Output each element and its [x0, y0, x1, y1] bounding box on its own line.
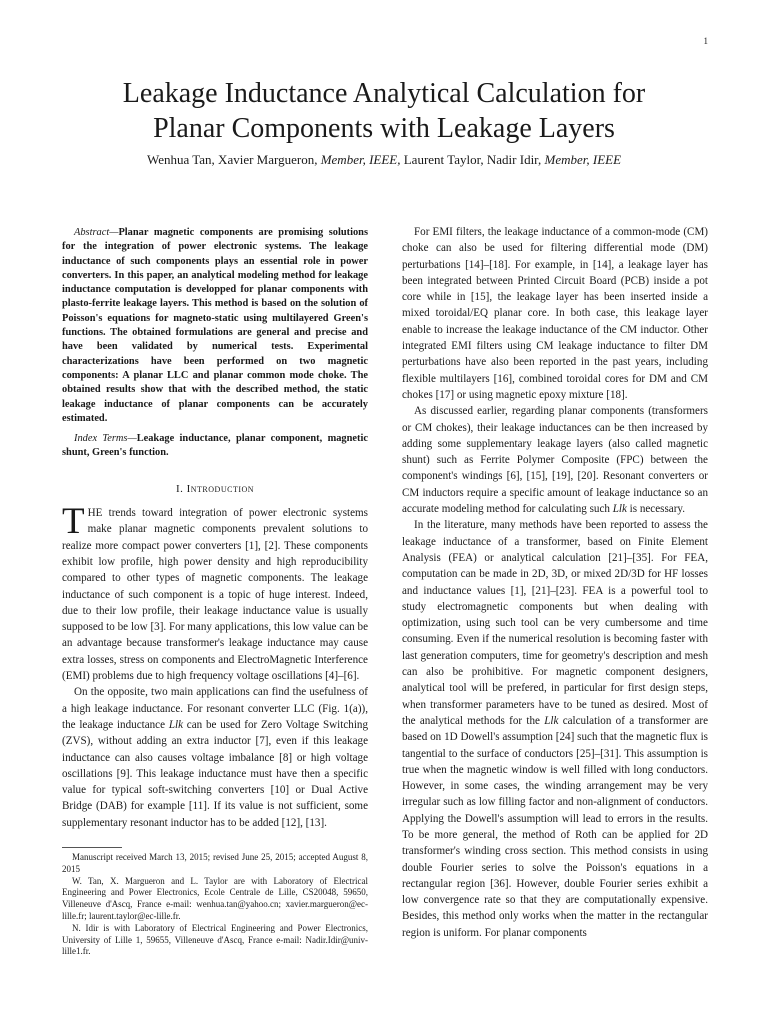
- math-leakage-inductance: Llk: [544, 714, 559, 727]
- author-list: [60, 152, 708, 168]
- math-leakage-inductance: Llk: [612, 503, 627, 516]
- author-membership-1: Member, IEEE,: [320, 152, 401, 167]
- page-number: 1: [703, 36, 708, 46]
- footnote-affiliation-2: N. Idir is with Laboratory of Electrical Engineering and Power Electronics, University of Lille 1, 59655, Villeneuve d'Ascq, France e-mail: Nadir.Idir@univ-lille1.fr.: [62, 922, 368, 957]
- section-title: Introduction: [186, 482, 255, 495]
- right-paragraph-3-text-b: calculation of a transformer are based on 1D Dowell's assumption [24] such that the magnetic flux is tangential to the surface of conductors [25]–[31]. This assumption is true when the magnetic window is well filled with long conductors. However, in some cases, the winding arrangement may be very irregular such as low filling factor and non-alignment of conductors. Applying the Dowell's assumption will lead to errors in the results. To be more general, the method of Roth can be applied for 2D transformer's winding cross section. This method consists in using double Fourier series to solve the Poisson's equations in a rectangular region [36]. However, double Fourier series exhibit a low convergence rate so that they are computationally expensive. Besides, this method only works when the matter in the rectangular region is uniform. For planar components: [402, 714, 708, 939]
- abstract: [62, 226, 368, 426]
- right-paragraph-2: [402, 403, 708, 517]
- index-terms-lead: Index Terms—: [74, 433, 137, 445]
- paper-title: [60, 76, 708, 146]
- intro-paragraph-2-text-a: On the opposite, two main applications can find the usefulness of a high leakage inductance. For resonant converter LLC (Fig. 1(a)), the leakage inductance: [62, 686, 368, 731]
- section-numeral: I.: [175, 482, 187, 495]
- author-names-1: Wenhua Tan, Xavier Margueron,: [146, 152, 321, 167]
- index-terms-text: Leakage inductance, planar component, magnetic shunt, Green's function.: [62, 433, 368, 459]
- abstract-text: Planar magnetic components are promising solutions for the integration of power electronic systems. The leakage inductance of such components plays an essential role in power converters. In this paper, an analytical modeling method for leakage inductance computation is developped for planar components with plasto-ferrite leakage layers. This method is based on the solution of Poisson's equations for magneto-static using multilayered Green's functions. The obtained formulations are general and precise and have been validated by numerical tests. Experimental characterizations have been performed on two magnetic components: A planar LLC and planar common mode choke. The obtained results show that with the described method, the static leakage inductance of planar components can be accurately estimated.: [62, 227, 368, 424]
- math-leakage-inductance: Llk: [168, 718, 183, 731]
- author-membership-2: Member, IEEE: [544, 152, 622, 167]
- drop-cap: T: [62, 501, 85, 543]
- intro-paragraph-1: [62, 501, 368, 684]
- footnotes: [62, 852, 368, 958]
- title-line-2: Planar Components with Leakage Layers: [153, 113, 615, 144]
- title-line-1: Leakage Inductance Analytical Calculation for: [122, 78, 646, 109]
- footnote-manuscript: Manuscript received March 13, 2015; revised June 25, 2015; accepted August 8, 2015: [62, 851, 368, 874]
- right-paragraph-3-text-a: In the literature, many methods have been reported to assess the leakage inductance of a transformer, based on Finite Element Analysis (FEA) or analytical calculation [21]–[35]. For FEA, computation can be made in 2D, 3D, or mixed 2D/3D for HF losses and inductance values [1], [21]–[23]. FEA is a powerful tool to study electromagnetic components but when dealing with optimization, using such tool can be very cumbersome and time consuming. Even if the numerical resolution is becoming faster with last generation computers, time for geometry's description and mesh can also be prohibitive. For magnetic component designers, analytical tool will be prefered, in particular for first design steps, when transformer parameters have to be tuned as desired. Most of the analytical methods for the: [402, 519, 708, 727]
- abstract-lead: Abstract—: [74, 227, 119, 238]
- intro-paragraph-2: [62, 684, 368, 831]
- footnote-rule: [62, 847, 122, 848]
- right-paragraph-3: [402, 517, 708, 941]
- left-column: [62, 226, 368, 958]
- right-paragraph-1: For EMI filters, the leakage inductance of a common-mode (CM) choke can also be used for filtering differential mode (DM) perturbations [14]–[18]. For example, in [14], a leakage layer has been integrated between Printed Circuit Board (PCB) inside a pot core while in [15], the leakage layer has been inserted inside a mixed toroidal/EQ planar core. In both case, this leakage layer enable to increase the leakage inductance of the CM inductor. Other integrated EMI filters using CM leakage inductance to filter DM perturbations have also been reported in the past years, including flexible multilayers [16], combined toroidal cores for DM and CM chokes [17] or using magnetic epoxy mixture [18].: [402, 226, 708, 401]
- index-terms: [62, 432, 368, 461]
- right-paragraph-2-text-a: As discussed earlier, regarding planar components (transformers or CM chokes), their leakage inductances can be then increased by adding some supplementary leakage layers (also called magnetic shunt) such as Ferrite Polymer Composite (FPC) between the component's windings [6], [15], [19], [20]. Resonant converters or CM inductors require a specific amount of leakage inductance so an accurate modeling method for calculating such: [402, 405, 708, 516]
- intro-paragraph-2-text-b: can be used for Zero Voltage Switching (ZVS), without adding an extra inductor [7], even if this leakage inductance can also causes voltage imbalance [8] or high voltage oscillations [9]. This leakage inductance must have then a specific value for typical soft-switching converters [10] or Dual Active Bridge (DAB) for example [11]. If its value is not sufficient, some supplementary resonant inductor has to be added [12], [13].: [62, 718, 368, 829]
- footnote-affiliation-1: W. Tan, X. Margueron and L. Taylor are with Laboratory of Electrical Engineering and Power Electronics, Ecole Centrale de Lille, CS20048, 59650, Villeneuve d'Ascq, France e-mail: wenhua.tan@yahoo.cn; xavier.margueron@ec-lille.fr; laurent.taylor@ec-lille.fr.: [62, 875, 368, 921]
- right-paragraph-2-text-b: is necessary.: [626, 503, 686, 516]
- author-names-2: Laurent Taylor, Nadir Idir,: [400, 152, 545, 167]
- section-heading-introduction: [62, 481, 368, 497]
- right-column: [402, 224, 708, 941]
- intro-paragraph-1-text: HE trends toward integration of power electronic systems make planar magnetic components prevalent solutions to realize more compact power converters [1], [2]. These components exhibit low profile, high power density and high reproducibility compared to other types of magnetic components. The leakage inductance of such component is a topic of huge interest. Indeed, due to their low profile, their leakage inductance value is usually supposed to be low [3]. For many applications, this low value can be an advantage because transformer's leakage inductance may cause extra losses, stress on components and ElectroMagnetic Interference (EMI) problems due to high frequency voltage oscillations [4]–[6].: [62, 507, 368, 683]
